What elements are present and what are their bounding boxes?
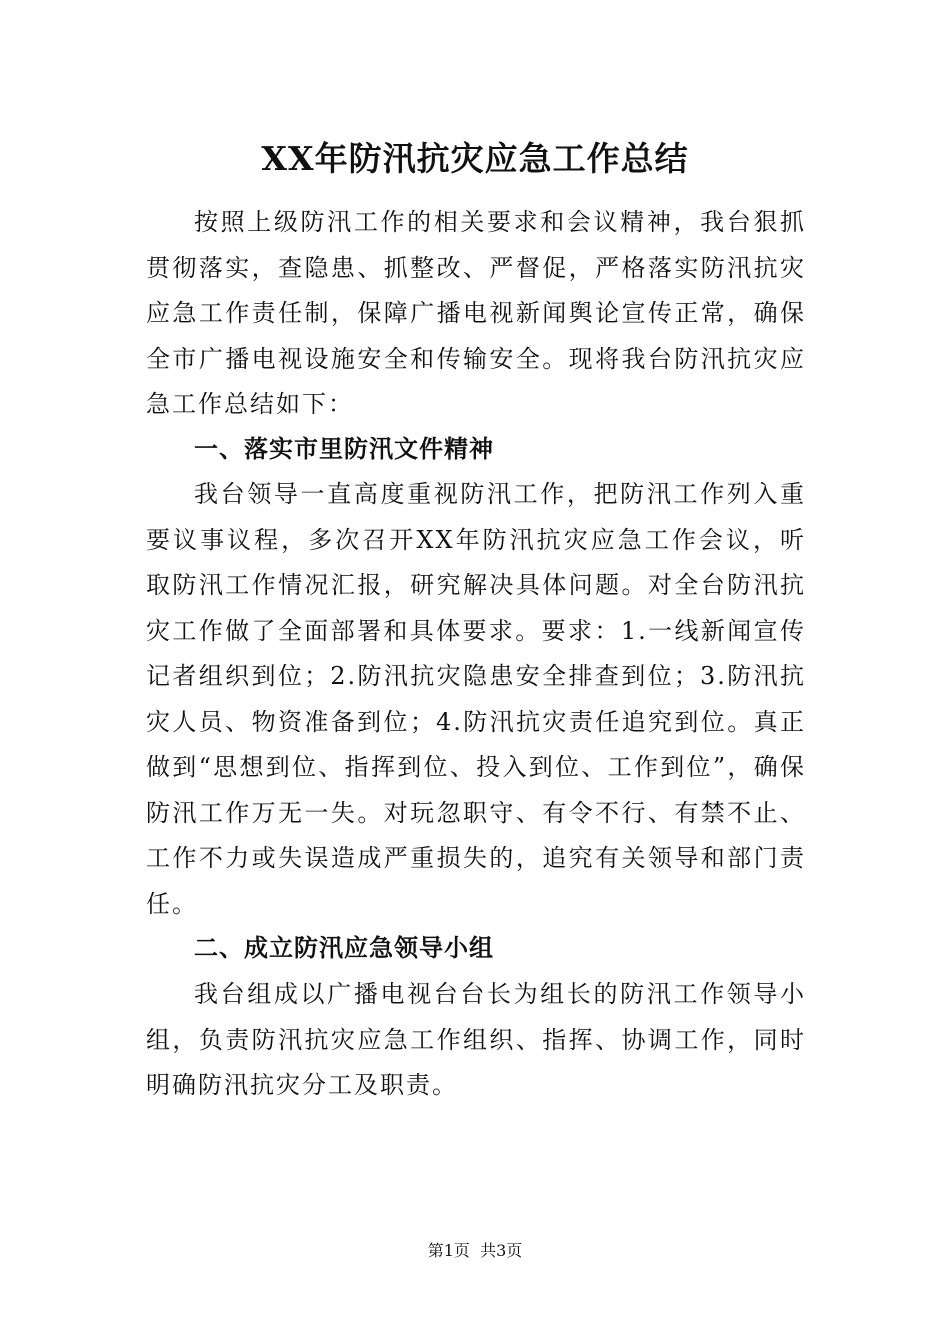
page-footer: 第1页 共3页 — [427, 1241, 523, 1260]
section-heading-1: 一、落实市里防汛文件精神 — [194, 435, 494, 463]
paragraph-section-2: 我台组成以广播电视台台长为组长的防汛工作领导小组，负责防汛抗灾应急工作组织、指挥、协调工作，同时明确防汛抗灾分工及职责。 — [146, 980, 806, 1099]
section-heading-2: 二、成立防汛应急领导小组 — [194, 934, 494, 962]
paragraph-section-1: 我台领导一直高度重视防汛工作，把防汛工作列入重要议事议程，多次召开XX年防汛抗灾应急工作会议，听取防汛工作情况汇报，研究解决具体问题。对全台防汛抗灾工作做了全面部署和具体要求。要求：1.一线新闻宣传记者组织到位；2.防汛抗灾隐患安全排查到位；3.防汛抗灾人员、物资准备到位；4.防汛抗灾责任追究到位。真正做到“思想到位、指挥到位、投入到位、工作到位”，确保防汛工作万无一失。对玩忽职守、有令不行、有禁不止、工作不力或失误造成严重损失的，追究有关领导和部门责任。 — [146, 480, 806, 918]
paragraph-intro: 按照上级防汛工作的相关要求和会议精神，我台狠抓贯彻落实，查隐患、抓整改、严督促，严格落实防汛抗灾应急工作责任制，保障广播电视新闻舆论宣传正常，确保全市广播电视设施安全和传输安全。现将我台防汛抗灾应急工作总结如下： — [146, 208, 806, 418]
document-title: XX年防汛抗灾应急工作总结 — [261, 139, 689, 178]
